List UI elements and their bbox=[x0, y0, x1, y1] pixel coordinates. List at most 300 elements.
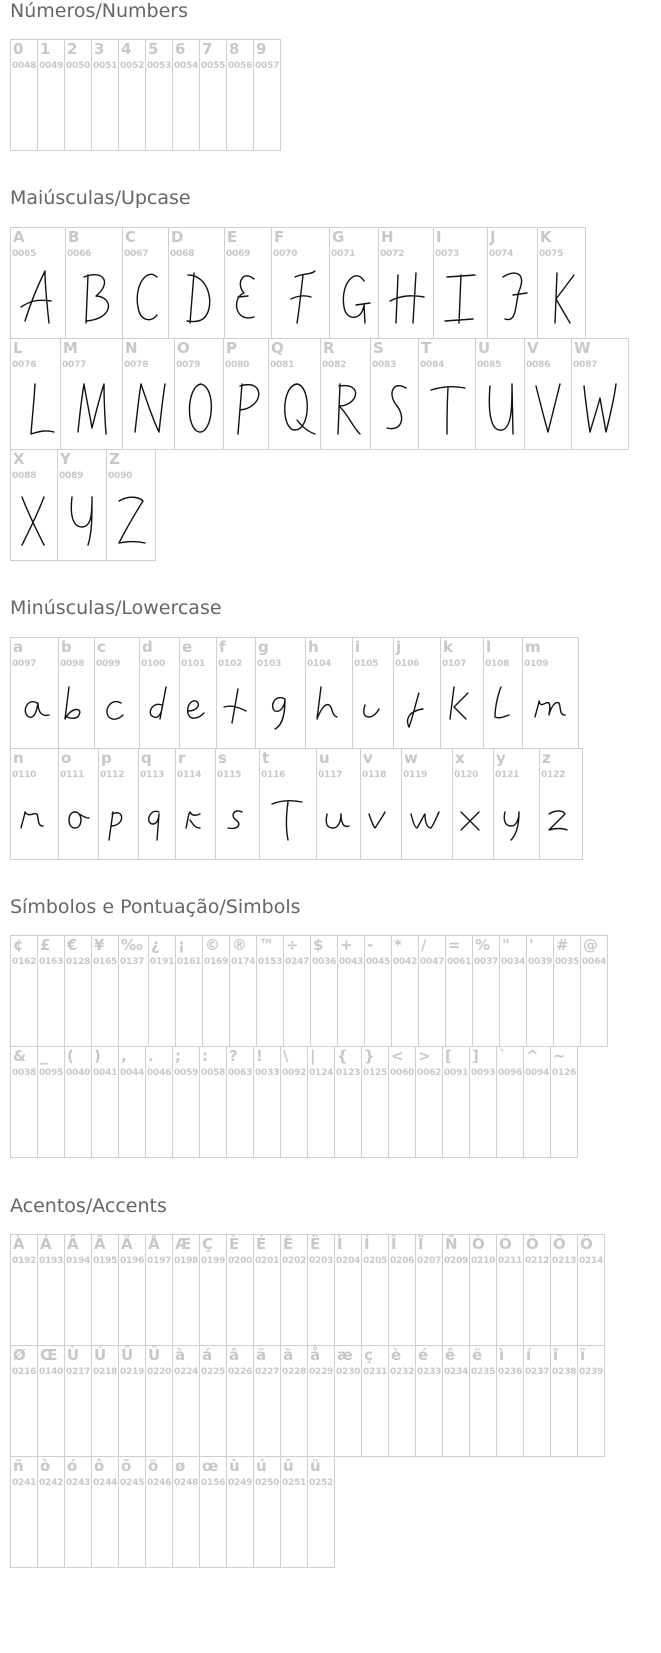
glyph-char-label: J bbox=[490, 228, 496, 246]
glyph-cell bbox=[539, 748, 583, 860]
glyph-code-label: 0248 bbox=[174, 1478, 199, 1488]
glyph-code-label: 0074 bbox=[489, 249, 514, 259]
glyph-cell bbox=[499, 935, 527, 1047]
glyph-code-label: 0235 bbox=[471, 1367, 496, 1377]
glyph-char-label: ù bbox=[229, 1457, 240, 1475]
glyph-char-label: H bbox=[381, 228, 394, 246]
glyph-cell bbox=[10, 1456, 38, 1568]
glyph-char-label: æ bbox=[337, 1346, 353, 1364]
glyph-char-label: X bbox=[13, 450, 25, 468]
glyph-code-label: 0098 bbox=[60, 659, 85, 669]
glyph-code-label: 0049 bbox=[39, 61, 64, 71]
glyph-char-label: ) bbox=[94, 1047, 101, 1065]
glyph-code-label: 0163 bbox=[39, 957, 64, 967]
glyph-code-label: 0100 bbox=[141, 659, 166, 669]
glyph-code-label: 0140 bbox=[39, 1367, 64, 1377]
glyph-code-label: 0059 bbox=[174, 1068, 199, 1078]
script-glyph-sample bbox=[540, 777, 582, 859]
glyph-code-label: 0056 bbox=[228, 61, 253, 71]
glyph-char-label: É bbox=[256, 1235, 267, 1253]
glyph-cell bbox=[91, 935, 119, 1047]
glyph-code-label: 0232 bbox=[390, 1367, 415, 1377]
glyph-char-label: © bbox=[205, 936, 220, 954]
glyph-cell bbox=[316, 748, 361, 860]
glyph-cell bbox=[226, 1456, 254, 1568]
glyph-cell bbox=[106, 449, 156, 561]
glyph-code-label: 0038 bbox=[12, 1068, 37, 1078]
section-title-upcase: Maiúsculas/Upcase bbox=[10, 187, 191, 209]
glyph-cell bbox=[91, 1046, 119, 1158]
glyph-cell bbox=[138, 748, 176, 860]
glyph-cell bbox=[388, 1234, 416, 1346]
glyph-code-label: 0123 bbox=[336, 1068, 361, 1078]
glyph-cell bbox=[58, 637, 95, 749]
glyph-code-label: 0174 bbox=[231, 957, 256, 967]
glyph-cell bbox=[224, 227, 272, 339]
glyph-cell bbox=[320, 338, 371, 450]
glyph-cell bbox=[91, 1234, 119, 1346]
glyph-char-label: 4 bbox=[121, 40, 132, 58]
glyph-char-label: ^ bbox=[526, 1047, 539, 1065]
glyph-code-label: 0057 bbox=[255, 61, 280, 71]
glyph-code-label: 0225 bbox=[201, 1367, 226, 1377]
glyph-code-label: 0153 bbox=[258, 957, 283, 967]
glyph-code-label: 0089 bbox=[59, 471, 84, 481]
glyph-char-label: Î bbox=[391, 1235, 397, 1253]
glyph-char-label: e bbox=[182, 638, 193, 656]
glyph-code-label: 0107 bbox=[442, 659, 467, 669]
glyph-char-label: M bbox=[63, 339, 78, 357]
glyph-code-label: 0097 bbox=[12, 659, 37, 669]
script-glyph-sample bbox=[572, 367, 628, 449]
glyph-char-label: í bbox=[526, 1346, 532, 1364]
glyph-cell bbox=[10, 1046, 38, 1158]
glyph-char-label: x bbox=[455, 749, 465, 767]
glyph-code-label: 0244 bbox=[93, 1478, 118, 1488]
glyph-code-label: 0192 bbox=[12, 1256, 37, 1266]
glyph-cell bbox=[118, 1456, 146, 1568]
glyph-code-label: 0063 bbox=[228, 1068, 253, 1078]
glyph-code-label: 0118 bbox=[362, 770, 387, 780]
glyph-cell bbox=[253, 1345, 281, 1457]
glyph-code-label: 0162 bbox=[12, 957, 37, 967]
glyph-char-label: ü bbox=[310, 1457, 321, 1475]
glyph-char-label: b bbox=[61, 638, 72, 656]
glyph-char-label: } bbox=[364, 1047, 375, 1065]
glyph-char-label: a bbox=[13, 638, 24, 656]
glyph-cell bbox=[526, 935, 554, 1047]
glyph-char-label: ~ bbox=[553, 1047, 566, 1065]
glyph-cell bbox=[253, 39, 281, 151]
glyph-code-label: 0246 bbox=[147, 1478, 172, 1488]
glyph-char-label: ' bbox=[529, 936, 534, 954]
glyph-cell bbox=[10, 637, 59, 749]
glyph-cell bbox=[253, 1234, 281, 1346]
script-glyph-sample bbox=[538, 256, 585, 338]
glyph-code-label: 0110 bbox=[12, 770, 37, 780]
glyph-char-label: ë bbox=[472, 1346, 483, 1364]
glyph-char-label: m bbox=[525, 638, 541, 656]
glyph-char-label: n bbox=[13, 749, 24, 767]
glyph-cell bbox=[580, 935, 608, 1047]
glyph-char-label: ¿ bbox=[151, 936, 160, 954]
glyph-code-label: 0234 bbox=[444, 1367, 469, 1377]
glyph-char-label: à bbox=[175, 1346, 186, 1364]
glyph-cell bbox=[259, 748, 317, 860]
glyph-char-label: Õ bbox=[553, 1235, 566, 1253]
glyph-code-label: 0204 bbox=[336, 1256, 361, 1266]
glyph-code-label: 0228 bbox=[282, 1367, 307, 1377]
script-glyph-sample bbox=[107, 478, 155, 560]
glyph-code-label: 0218 bbox=[93, 1367, 118, 1377]
glyph-cell bbox=[10, 338, 61, 450]
glyph-char-label: Å bbox=[148, 1235, 160, 1253]
upcase-row-2 bbox=[10, 338, 629, 450]
glyph-char-label: [ bbox=[445, 1047, 452, 1065]
glyph-cell bbox=[91, 1456, 119, 1568]
glyph-code-label: 0106 bbox=[395, 659, 420, 669]
glyph-cell bbox=[37, 1345, 65, 1457]
glyph-cell bbox=[37, 1456, 65, 1568]
script-glyph-sample bbox=[66, 256, 122, 338]
script-glyph-sample bbox=[476, 367, 524, 449]
glyph-char-label: D bbox=[171, 228, 184, 246]
glyph-char-label: Ù bbox=[67, 1346, 80, 1364]
glyph-cell bbox=[37, 1046, 65, 1158]
glyph-cell bbox=[496, 1046, 524, 1158]
glyph-cell bbox=[442, 1046, 470, 1158]
glyph-char-label: - bbox=[367, 936, 374, 954]
glyph-code-label: 0053 bbox=[147, 61, 172, 71]
glyph-cell bbox=[172, 1456, 200, 1568]
script-glyph-sample bbox=[317, 777, 360, 859]
glyph-cell bbox=[469, 1234, 497, 1346]
glyph-cell bbox=[179, 637, 217, 749]
glyph-code-label: 0066 bbox=[67, 249, 92, 259]
glyph-char-label: Ã bbox=[94, 1235, 106, 1253]
glyph-cell bbox=[550, 1345, 578, 1457]
glyph-cell bbox=[255, 637, 306, 749]
glyph-char-label: Ö bbox=[580, 1235, 593, 1253]
glyph-cell bbox=[493, 748, 540, 860]
glyph-code-label: 0099 bbox=[96, 659, 121, 669]
glyph-char-label: û bbox=[283, 1457, 294, 1475]
glyph-cell bbox=[268, 338, 321, 450]
script-glyph-sample bbox=[453, 777, 493, 859]
glyph-char-label: ú bbox=[256, 1457, 267, 1475]
glyph-cell bbox=[58, 748, 99, 860]
glyph-code-label: 0109 bbox=[524, 659, 549, 669]
glyph-char-label: è bbox=[391, 1346, 402, 1364]
glyph-cell bbox=[64, 935, 92, 1047]
lowercase-row-1 bbox=[10, 637, 579, 749]
glyph-cell bbox=[175, 748, 216, 860]
glyph-char-label: À bbox=[13, 1235, 25, 1253]
section-title-symbols: Símbolos e Pontuação/Simbols bbox=[10, 896, 301, 918]
glyph-char-label: ã bbox=[256, 1346, 267, 1364]
glyph-cell bbox=[148, 935, 176, 1047]
glyph-cell bbox=[145, 1345, 173, 1457]
glyph-code-label: 0229 bbox=[309, 1367, 334, 1377]
glyph-cell bbox=[10, 1345, 38, 1457]
glyph-code-label: 0119 bbox=[403, 770, 428, 780]
glyph-code-label: 0035 bbox=[555, 957, 580, 967]
glyph-cell bbox=[10, 39, 38, 151]
glyph-char-label: œ bbox=[202, 1457, 219, 1475]
glyph-cell bbox=[37, 935, 65, 1047]
glyph-cell bbox=[280, 1234, 308, 1346]
glyph-char-label: c bbox=[97, 638, 106, 656]
glyph-code-label: 0231 bbox=[363, 1367, 388, 1377]
glyph-char-label: 0 bbox=[13, 40, 24, 58]
glyph-code-label: 0193 bbox=[39, 1256, 64, 1266]
glyph-code-label: 0073 bbox=[435, 249, 460, 259]
glyph-code-label: 0237 bbox=[525, 1367, 550, 1377]
glyph-code-label: 0115 bbox=[217, 770, 242, 780]
glyph-char-label: ] bbox=[472, 1047, 479, 1065]
glyph-code-label: 0196 bbox=[120, 1256, 145, 1266]
glyph-char-label: W bbox=[574, 339, 591, 357]
glyph-cell bbox=[523, 1345, 551, 1457]
glyph-code-label: 0062 bbox=[417, 1068, 442, 1078]
glyph-char-label: Y bbox=[60, 450, 71, 468]
glyph-cell bbox=[118, 39, 146, 151]
glyph-char-label: { bbox=[337, 1047, 348, 1065]
glyph-code-label: 0199 bbox=[201, 1256, 226, 1266]
glyph-char-label: C bbox=[125, 228, 137, 246]
glyph-cell bbox=[118, 1046, 146, 1158]
script-glyph-sample bbox=[330, 256, 378, 338]
glyph-code-label: 0067 bbox=[124, 249, 149, 259]
glyph-code-label: 0125 bbox=[363, 1068, 388, 1078]
glyph-cell bbox=[10, 227, 66, 339]
glyph-code-label: 0242 bbox=[39, 1478, 64, 1488]
glyph-code-label: 0104 bbox=[307, 659, 332, 669]
glyph-cell bbox=[10, 1234, 38, 1346]
glyph-code-label: 0090 bbox=[108, 471, 133, 481]
glyph-char-label: Ó bbox=[499, 1235, 512, 1253]
script-glyph-sample bbox=[371, 367, 418, 449]
glyph-cell bbox=[64, 1456, 92, 1568]
glyph-code-label: 0243 bbox=[66, 1478, 91, 1488]
script-glyph-sample bbox=[59, 777, 98, 859]
glyph-code-label: 0205 bbox=[363, 1256, 388, 1266]
glyph-cell bbox=[199, 1046, 227, 1158]
glyph-code-label: 0251 bbox=[282, 1478, 307, 1488]
glyph-cell bbox=[524, 338, 572, 450]
glyph-code-label: 0169 bbox=[204, 957, 229, 967]
glyph-char-label: h bbox=[308, 638, 319, 656]
glyph-cell bbox=[364, 935, 392, 1047]
glyph-code-label: 0239 bbox=[579, 1367, 604, 1377]
glyph-cell bbox=[64, 1234, 92, 1346]
glyph-code-label: 0065 bbox=[12, 249, 37, 259]
glyph-cell bbox=[226, 1345, 254, 1457]
glyph-cell bbox=[370, 338, 419, 450]
glyph-code-label: 0249 bbox=[228, 1478, 253, 1488]
glyph-char-label: ä bbox=[283, 1346, 294, 1364]
glyph-cell bbox=[496, 1345, 524, 1457]
glyph-code-label: 0091 bbox=[444, 1068, 469, 1078]
glyph-cell bbox=[550, 1234, 578, 1346]
glyph-char-label: á bbox=[202, 1346, 213, 1364]
script-glyph-sample bbox=[306, 666, 352, 748]
glyph-code-label: 0213 bbox=[552, 1256, 577, 1266]
script-glyph-sample bbox=[488, 256, 537, 338]
glyph-cell bbox=[64, 39, 92, 151]
script-glyph-sample bbox=[61, 367, 122, 449]
glyph-char-label: ¢ bbox=[13, 936, 24, 954]
glyph-char-label: Ú bbox=[94, 1346, 107, 1364]
glyph-cell bbox=[433, 227, 488, 339]
glyph-cell bbox=[329, 227, 379, 339]
glyph-cell bbox=[496, 1234, 524, 1346]
script-glyph-sample bbox=[11, 666, 58, 748]
glyph-code-label: 0210 bbox=[471, 1256, 496, 1266]
glyph-char-label: ÷ bbox=[286, 936, 299, 954]
glyph-code-label: 0102 bbox=[218, 659, 243, 669]
glyph-code-label: 0217 bbox=[66, 1367, 91, 1377]
glyph-cell bbox=[145, 39, 173, 151]
glyph-cell bbox=[391, 935, 419, 1047]
glyph-char-label: * bbox=[394, 936, 402, 954]
glyph-code-label: 0233 bbox=[417, 1367, 442, 1377]
glyph-cell bbox=[418, 338, 476, 450]
glyph-char-label: O bbox=[177, 339, 190, 357]
glyph-cell bbox=[216, 637, 256, 749]
glyph-char-label: Â bbox=[67, 1235, 79, 1253]
glyph-code-label: 0121 bbox=[495, 770, 520, 780]
glyph-code-label: 0069 bbox=[226, 249, 251, 259]
glyph-char-label: \ bbox=[283, 1047, 289, 1065]
accents-row-1 bbox=[10, 1234, 605, 1346]
glyph-char-label: ö bbox=[148, 1457, 159, 1475]
glyph-cell bbox=[91, 39, 119, 151]
glyph-char-label: € bbox=[67, 936, 78, 954]
glyph-code-label: 0070 bbox=[273, 249, 298, 259]
glyph-code-label: 0201 bbox=[255, 1256, 280, 1266]
glyph-char-label: õ bbox=[121, 1457, 132, 1475]
glyph-code-label: 0226 bbox=[228, 1367, 253, 1377]
glyph-code-label: 0126 bbox=[552, 1068, 577, 1078]
glyph-code-label: 0241 bbox=[12, 1478, 37, 1488]
glyph-code-label: 0095 bbox=[39, 1068, 64, 1078]
glyph-char-label: + bbox=[340, 936, 353, 954]
glyph-code-label: 0120 bbox=[454, 770, 479, 780]
glyph-char-label: t bbox=[262, 749, 270, 767]
glyph-char-label: 8 bbox=[229, 40, 240, 58]
glyph-cell bbox=[139, 637, 180, 749]
glyph-char-label: s bbox=[218, 749, 227, 767]
glyph-code-label: 0156 bbox=[201, 1478, 226, 1488]
glyph-code-label: 0112 bbox=[100, 770, 125, 780]
glyph-cell bbox=[334, 1345, 362, 1457]
glyph-char-label: ` bbox=[499, 1047, 507, 1065]
section-title-lowercase: Minúsculas/Lowercase bbox=[10, 597, 222, 619]
glyph-char-label: l bbox=[486, 638, 492, 656]
glyph-code-label: 0048 bbox=[12, 61, 37, 71]
glyph-code-label: 0103 bbox=[257, 659, 282, 669]
glyph-char-label: E bbox=[227, 228, 238, 246]
glyph-char-label: G bbox=[332, 228, 345, 246]
glyph-char-label: Ü bbox=[148, 1346, 161, 1364]
glyph-cell bbox=[522, 637, 579, 749]
glyph-char-label: Û bbox=[121, 1346, 134, 1364]
glyph-cell bbox=[388, 1345, 416, 1457]
glyph-code-label: 0227 bbox=[255, 1367, 280, 1377]
glyph-char-label: Ï bbox=[418, 1235, 424, 1253]
glyph-char-label: S bbox=[373, 339, 384, 357]
script-glyph-sample bbox=[272, 256, 329, 338]
lowercase-row-2 bbox=[10, 748, 583, 860]
glyph-cell bbox=[10, 935, 38, 1047]
glyph-code-label: 0111 bbox=[60, 770, 85, 780]
glyph-char-label: _ bbox=[40, 1047, 48, 1065]
glyph-cell bbox=[64, 1345, 92, 1457]
glyph-cell bbox=[452, 748, 494, 860]
glyph-cell bbox=[223, 338, 269, 450]
glyph-char-label: i bbox=[355, 638, 361, 656]
numbers-row-1 bbox=[10, 39, 281, 151]
glyph-char-label: z bbox=[542, 749, 551, 767]
glyph-cell bbox=[523, 1234, 551, 1346]
glyph-code-label: 0080 bbox=[225, 360, 250, 370]
glyph-cell bbox=[577, 1345, 605, 1457]
glyph-code-label: 0220 bbox=[147, 1367, 172, 1377]
glyph-cell bbox=[10, 748, 59, 860]
glyph-code-label: 0116 bbox=[261, 770, 286, 780]
glyph-code-label: 0117 bbox=[318, 770, 343, 780]
glyph-code-label: 0068 bbox=[170, 249, 195, 259]
glyph-cell bbox=[271, 227, 330, 339]
glyph-char-label: Ø bbox=[13, 1346, 26, 1364]
glyph-char-label: Ò bbox=[472, 1235, 485, 1253]
glyph-code-label: 0191 bbox=[150, 957, 175, 967]
glyph-char-label: P bbox=[226, 339, 237, 357]
glyph-char-label: $ bbox=[313, 936, 324, 954]
glyph-cell bbox=[145, 1046, 173, 1158]
glyph-code-label: 0077 bbox=[62, 360, 87, 370]
glyph-cell bbox=[307, 1046, 335, 1158]
glyph-char-label: Í bbox=[364, 1235, 370, 1253]
glyph-code-label: 0203 bbox=[309, 1256, 334, 1266]
glyph-code-label: 0085 bbox=[477, 360, 502, 370]
glyph-cell bbox=[483, 637, 523, 749]
glyph-char-label: : bbox=[202, 1047, 208, 1065]
glyph-code-label: 0058 bbox=[201, 1068, 226, 1078]
glyph-char-label: î bbox=[553, 1346, 559, 1364]
glyph-cell bbox=[256, 935, 284, 1047]
glyph-code-label: 0113 bbox=[140, 770, 165, 780]
script-glyph-sample bbox=[11, 367, 60, 449]
glyph-cell bbox=[337, 935, 365, 1047]
glyph-char-label: y bbox=[496, 749, 506, 767]
glyph-char-label: Á bbox=[40, 1235, 52, 1253]
glyph-code-label: 0108 bbox=[485, 659, 510, 669]
glyph-cell bbox=[145, 1456, 173, 1568]
glyph-char-label: ò bbox=[40, 1457, 51, 1475]
glyph-char-label: f bbox=[219, 638, 226, 656]
glyph-code-label: 0094 bbox=[525, 1068, 550, 1078]
script-glyph-sample bbox=[123, 367, 174, 449]
glyph-char-label: ! bbox=[256, 1047, 263, 1065]
glyph-char-label: R bbox=[323, 339, 335, 357]
glyph-char-label: ø bbox=[175, 1457, 186, 1475]
script-glyph-sample bbox=[525, 367, 571, 449]
glyph-char-label: Ä bbox=[121, 1235, 133, 1253]
glyph-char-label: ( bbox=[67, 1047, 74, 1065]
glyph-code-label: 0084 bbox=[420, 360, 445, 370]
